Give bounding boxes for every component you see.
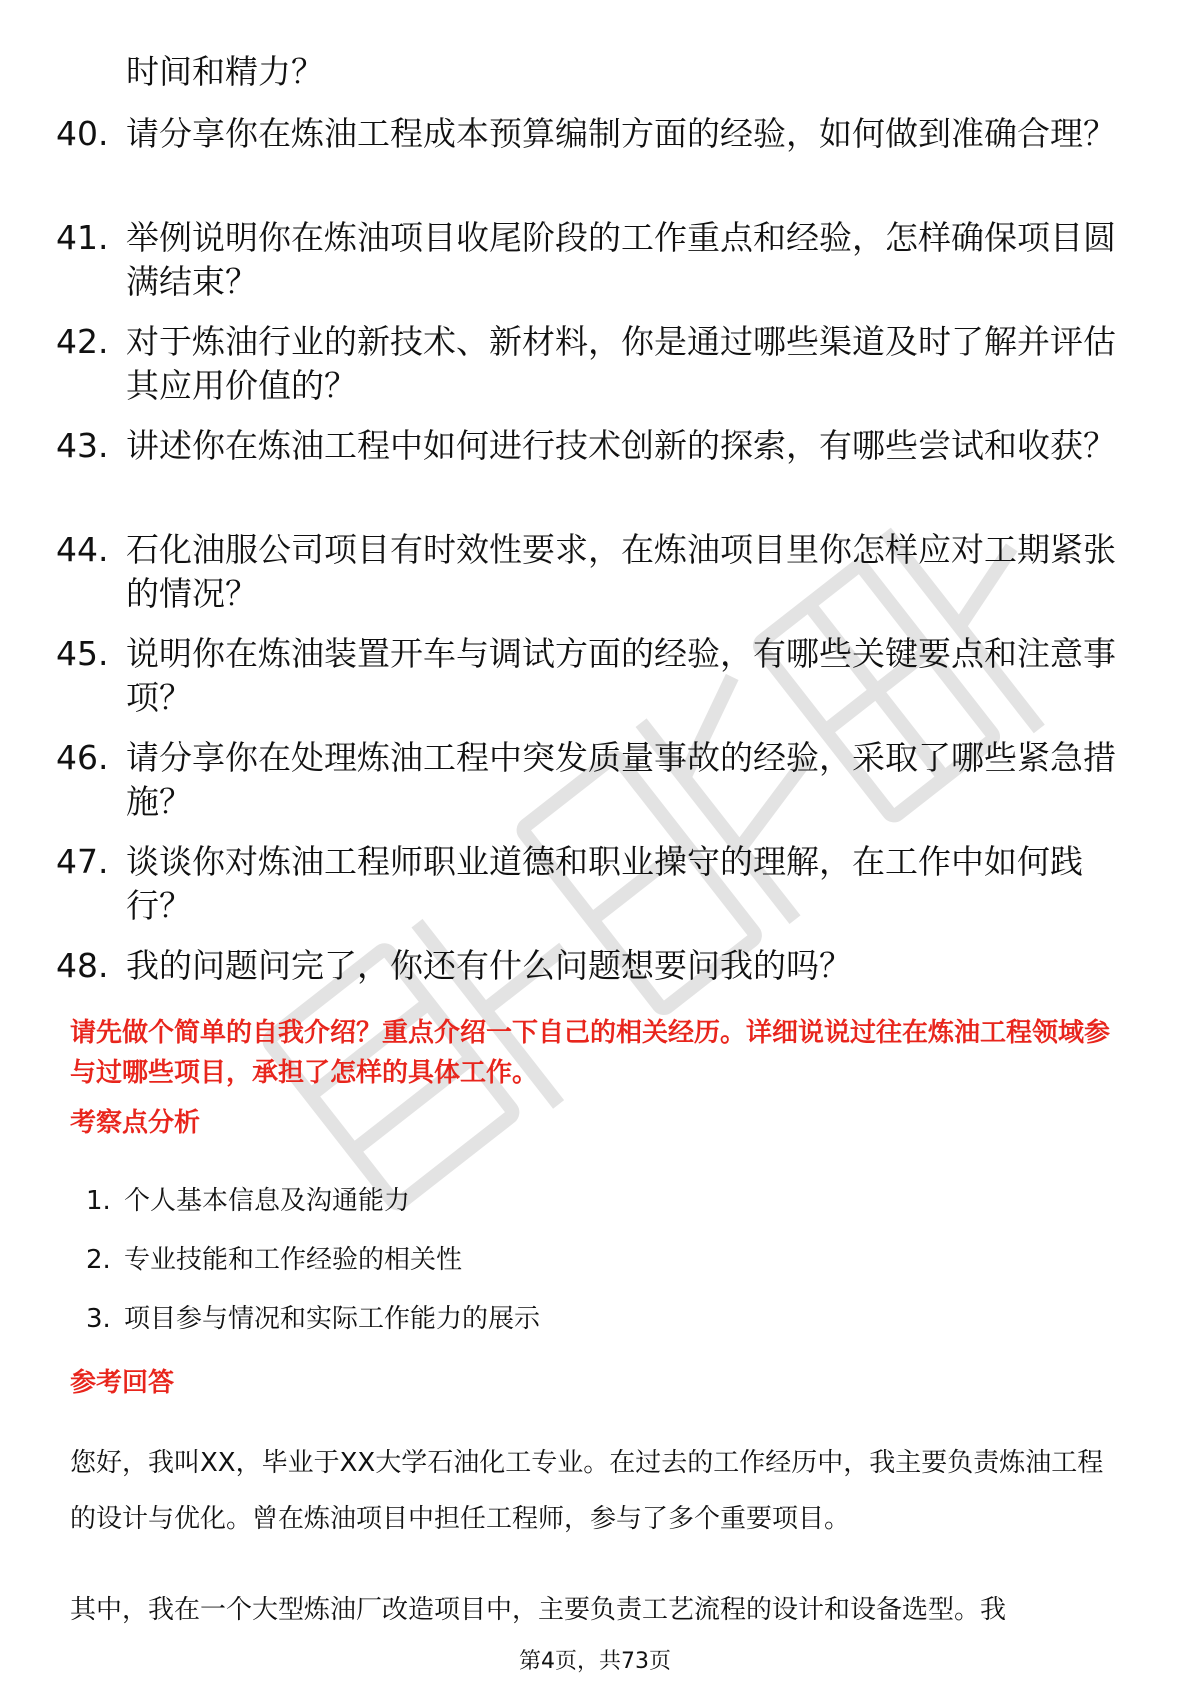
answer-paragraph: 其中，我在一个大型炼油厂改造项目中，主要负责工艺流程的设计和设备选型。我 (70, 1595, 1007, 1625)
question-text: 请分享你在处理炼油工程中突发质量事故的经验，采取了哪些紧急措施？ (126, 738, 1116, 821)
question-text: 对于炼油行业的新技术、新材料，你是通过哪些渠道及时了解并评估其应用价值的？ (126, 322, 1116, 405)
list-item (86, 1242, 986, 1278)
question-text: 举例说明你在炼油项目收尾阶段的工作重点和经验，怎样确保项目圆满结束？ (126, 218, 1116, 301)
list-item (56, 840, 1116, 928)
question-text: 谈谈你对炼油工程师职业道德和职业操守的理解，在工作中如何践行？ (126, 842, 1083, 925)
list-item (56, 320, 1116, 408)
question-number: 45. (56, 634, 109, 673)
question-text: 请分享你在炼油工程成本预算编制方面的经验，如何做到准确合理？ (126, 114, 1116, 153)
answer-heading: 参考回答 (70, 1368, 175, 1398)
list-item (56, 112, 1116, 200)
page-number: 第4页，共73页 (519, 1649, 671, 1674)
question-number: 43. (56, 426, 109, 465)
interview-prompt: 请先做个简单的自我介绍？重点介绍一下自己的相关经历。详细说说过往在炼油工程领域参与过哪些项目，承担了怎样的具体工作。 (70, 1018, 1111, 1088)
list-item (86, 1183, 986, 1219)
analysis-number: 2. (86, 1245, 111, 1275)
question-number: 40. (56, 114, 109, 153)
analysis-text: 专业技能和工作经验的相关性 (124, 1245, 463, 1275)
list-item (56, 632, 1116, 720)
question-number: 44. (56, 530, 109, 569)
answer-paragraph: 您好，我叫XX，毕业于XX大学石油化工专业。在过去的工作经历中，我主要负责炼油工程的设计与优化。曾在炼油项目中担任工程师，参与了多个重要项目。 (70, 1448, 1104, 1534)
analysis-number: 3. (86, 1304, 111, 1334)
question-number: 48. (56, 946, 109, 985)
question-number: 46. (56, 738, 109, 777)
analysis-text: 个人基本信息及沟通能力 (124, 1186, 411, 1216)
question-list (56, 112, 1116, 1004)
list-item (56, 424, 1116, 512)
analysis-list (86, 1183, 986, 1360)
list-item (56, 944, 1116, 988)
analysis-text: 项目参与情况和实际工作能力的展示 (124, 1304, 541, 1334)
question-text: 石化油服公司项目有时效性要求，在炼油项目里你怎样应对工期紧张的情况？ (126, 530, 1116, 613)
question-number: 47. (56, 842, 109, 881)
list-item (56, 736, 1116, 824)
list-item (86, 1301, 986, 1337)
analysis-heading: 考察点分析 (70, 1108, 201, 1138)
question-continuation: 时间和精力？ (126, 52, 324, 91)
question-text: 讲述你在炼油工程中如何进行技术创新的探索，有哪些尝试和收获？ (126, 426, 1116, 465)
analysis-number: 1. (86, 1186, 111, 1216)
list-item (56, 216, 1116, 304)
question-number: 41. (56, 218, 109, 257)
question-text: 我的问题问完了，你还有什么问题想要问我的吗？ (126, 946, 852, 985)
question-text: 说明你在炼油装置开车与调试方面的经验，有哪些关键要点和注意事项？ (126, 634, 1116, 717)
list-item (56, 528, 1116, 616)
question-number: 42. (56, 322, 109, 361)
